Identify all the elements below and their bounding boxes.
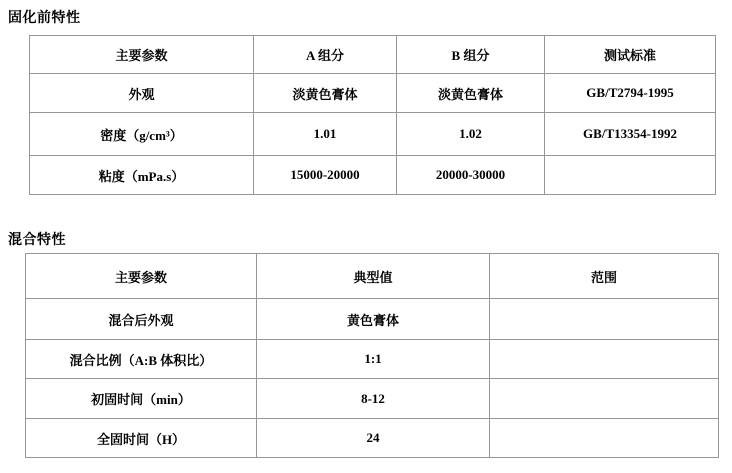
row-label-viscosity: 粘度（mPa.s） — [30, 156, 254, 195]
table-row — [26, 299, 719, 340]
column-header-typical-value: 典型值 — [257, 254, 490, 299]
column-header-test-standard: 测试标准 — [545, 36, 716, 74]
row-label-appearance: 外观 — [30, 74, 254, 113]
precure-properties-table — [29, 35, 716, 195]
cell-value: GB/T2794-1995 — [545, 74, 716, 113]
column-header-parameter: 主要参数 — [30, 36, 254, 74]
row-label-density: 密度（g/cm³） — [30, 113, 254, 156]
cell-value: 1:1 — [257, 340, 490, 379]
table-header-row — [26, 254, 719, 299]
cell-value — [490, 379, 719, 419]
cell-value: 8-12 — [257, 379, 490, 419]
cell-value — [490, 340, 719, 379]
column-header-parameter: 主要参数 — [26, 254, 257, 299]
section-title-precure: 固化前特性 — [8, 11, 81, 26]
cell-value: 黄色膏体 — [257, 299, 490, 340]
cell-value: 淡黄色膏体 — [397, 74, 545, 113]
cell-value: 1.01 — [254, 113, 397, 156]
table-row — [30, 74, 716, 113]
mix-properties-table — [25, 253, 719, 458]
cell-value — [545, 156, 716, 195]
row-label-mix-ratio: 混合比例（A:B 体积比） — [26, 340, 257, 379]
section-title-mix: 混合特性 — [8, 233, 66, 248]
table-row — [26, 419, 719, 458]
cell-value: 1.02 — [397, 113, 545, 156]
table-row — [30, 113, 716, 156]
cell-value: 24 — [257, 419, 490, 458]
column-header-range: 范围 — [490, 254, 719, 299]
column-header-component-a: A 组分 — [254, 36, 397, 74]
row-label-mixed-appearance: 混合后外观 — [26, 299, 257, 340]
cell-value: 淡黄色膏体 — [254, 74, 397, 113]
cell-value — [490, 419, 719, 458]
cell-value: 15000-20000 — [254, 156, 397, 195]
column-header-component-b: B 组分 — [397, 36, 545, 74]
row-label-initial-cure-time: 初固时间（min） — [26, 379, 257, 419]
table-row — [30, 156, 716, 195]
table-row — [26, 379, 719, 419]
table-header-row — [30, 36, 716, 74]
table-row — [26, 340, 719, 379]
cell-value — [490, 299, 719, 340]
row-label-full-cure-time: 全固时间（H） — [26, 419, 257, 458]
cell-value: 20000-30000 — [397, 156, 545, 195]
cell-value: GB/T13354-1992 — [545, 113, 716, 156]
